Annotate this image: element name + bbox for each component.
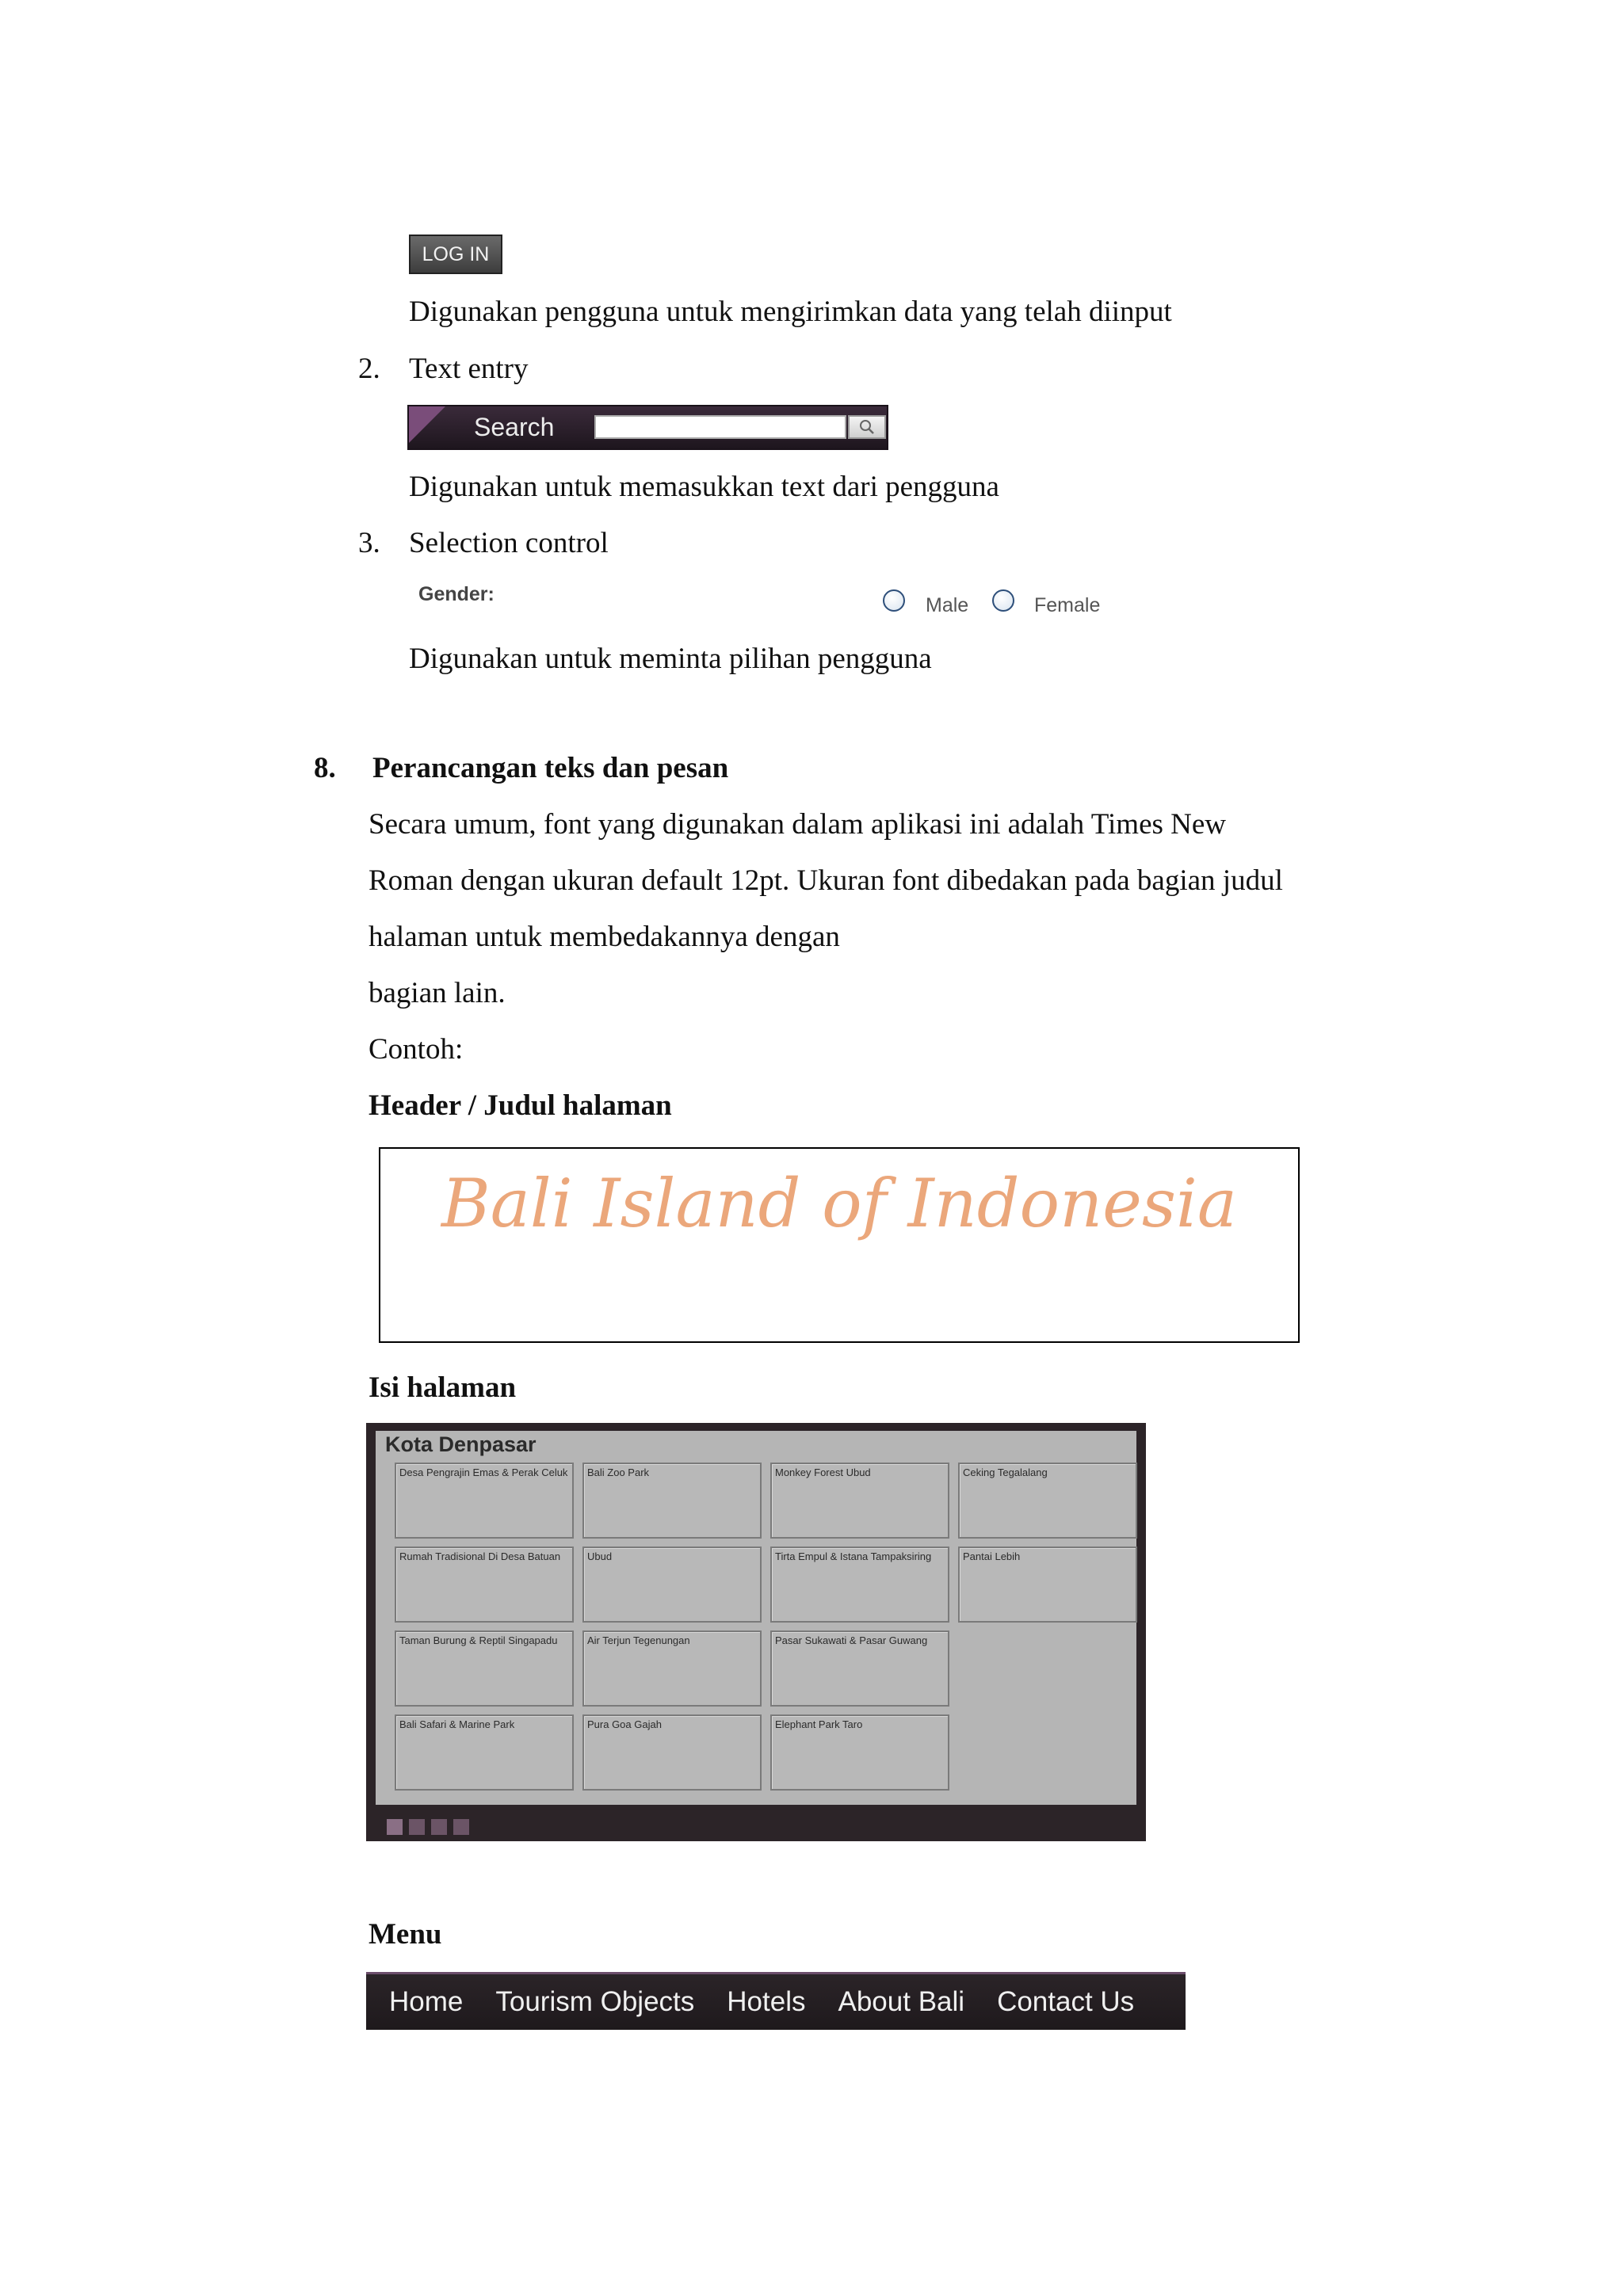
menu-item-about-bali[interactable]: About Bali: [838, 1986, 965, 2017]
body-line: Contoh:: [369, 1033, 464, 1066]
menu-bar: [366, 1972, 1186, 2030]
attraction-tile[interactable]: [395, 1714, 574, 1791]
attraction-tile[interactable]: [958, 1547, 1137, 1623]
body-line: bagian lain.: [369, 977, 506, 1009]
attraction-tile-label: Tirta Empul & Istana Tampaksiring: [775, 1550, 932, 1562]
attraction-tile[interactable]: [395, 1547, 574, 1623]
login-button[interactable]: LOG IN: [409, 235, 502, 274]
header-sample-box: [379, 1147, 1300, 1343]
section-title: Perancangan teks dan pesan: [372, 752, 729, 784]
section-number: 8.: [314, 752, 336, 784]
menu-item-tourism-objects[interactable]: Tourism Objects: [495, 1986, 695, 2017]
radio-male-label: Male: [926, 594, 969, 616]
attraction-tile[interactable]: [582, 1547, 762, 1623]
menu-sample-heading: Menu: [369, 1918, 442, 1951]
attraction-tile-label: Bali Safari & Marine Park: [399, 1718, 515, 1730]
content-sample-panel: [366, 1423, 1146, 1841]
attraction-tile-label: Rumah Tradisional Di Desa Batuan: [399, 1550, 561, 1562]
attraction-tile-label: Air Terjun Tegenungan: [587, 1634, 690, 1646]
item-number-2: 2.: [358, 353, 380, 385]
attraction-tile-label: Pasar Sukawati & Pasar Guwang: [775, 1634, 928, 1646]
content-panel-body: [376, 1431, 1136, 1805]
pager-dot[interactable]: [387, 1819, 403, 1835]
content-sample-heading: Isi halaman: [369, 1371, 517, 1404]
attraction-tile[interactable]: [395, 1630, 574, 1707]
body-line: Roman dengan ukuran default 12pt. Ukuran font dibedakan pada bagian judul: [369, 864, 1283, 897]
search-description: Digunakan untuk memasukkan text dari pengguna: [409, 471, 999, 503]
radio-female[interactable]: [992, 589, 1014, 612]
gender-description: Digunakan untuk meminta pilihan pengguna: [409, 643, 932, 675]
attraction-tile-label: Bali Zoo Park: [587, 1466, 650, 1478]
menu-item-hotels[interactable]: Hotels: [727, 1986, 806, 2017]
search-bar: [407, 405, 888, 450]
attraction-tile[interactable]: [582, 1463, 762, 1539]
item-title-text-entry: Text entry: [409, 353, 529, 385]
attraction-tile-label: Elephant Park Taro: [775, 1718, 863, 1730]
attraction-tile[interactable]: [770, 1463, 949, 1539]
gender-label: Gender:: [418, 583, 495, 605]
item-title-selection-control: Selection control: [409, 527, 609, 559]
attraction-tile[interactable]: [958, 1463, 1137, 1539]
menu-item-home[interactable]: Home: [389, 1986, 464, 2017]
attraction-tile-label: Pantai Lebih: [963, 1550, 1021, 1562]
header-sample-title: Bali Island of Indonesia: [441, 1165, 1237, 1242]
radio-female-label: Female: [1034, 594, 1101, 616]
pager-dot[interactable]: [453, 1819, 469, 1835]
radio-male[interactable]: [883, 589, 905, 612]
menu-item-contact-us[interactable]: Contact Us: [997, 1986, 1135, 2017]
body-line: Secara umum, font yang digunakan dalam aplikasi ini adalah Times New: [369, 808, 1227, 841]
login-description: Digunakan pengguna untuk mengirimkan data yang telah diinput: [409, 296, 1172, 328]
search-input[interactable]: [594, 415, 846, 439]
attraction-tile-label: Desa Pengrajin Emas & Perak Celuk: [399, 1466, 568, 1478]
attraction-tile[interactable]: [395, 1463, 574, 1539]
search-button[interactable]: [848, 415, 886, 439]
magnifier-icon: [850, 417, 884, 437]
attraction-tile-label: Ceking Tegalalang: [963, 1466, 1048, 1478]
attraction-tile[interactable]: [582, 1714, 762, 1791]
attraction-tile[interactable]: [770, 1630, 949, 1707]
item-number-3: 3.: [358, 527, 380, 559]
attraction-tile-label: Taman Burung & Reptil Singapadu: [399, 1634, 558, 1646]
search-bar-accent: [409, 406, 445, 443]
body-line: halaman untuk membedakannya dengan: [369, 921, 840, 953]
attraction-tile-label: Pura Goa Gajah: [587, 1718, 662, 1730]
header-sample-heading: Header / Judul halaman: [369, 1089, 672, 1122]
search-label: Search: [474, 413, 555, 441]
panel-title: Kota Denpasar: [385, 1432, 537, 1456]
attraction-tile[interactable]: [770, 1547, 949, 1623]
pager-dot[interactable]: [409, 1819, 425, 1835]
attraction-tile-label: Ubud: [587, 1550, 613, 1562]
attraction-tile-label: Monkey Forest Ubud: [775, 1466, 871, 1478]
attraction-tile[interactable]: [582, 1630, 762, 1707]
attraction-tile[interactable]: [770, 1714, 949, 1791]
pager-dot[interactable]: [431, 1819, 447, 1835]
